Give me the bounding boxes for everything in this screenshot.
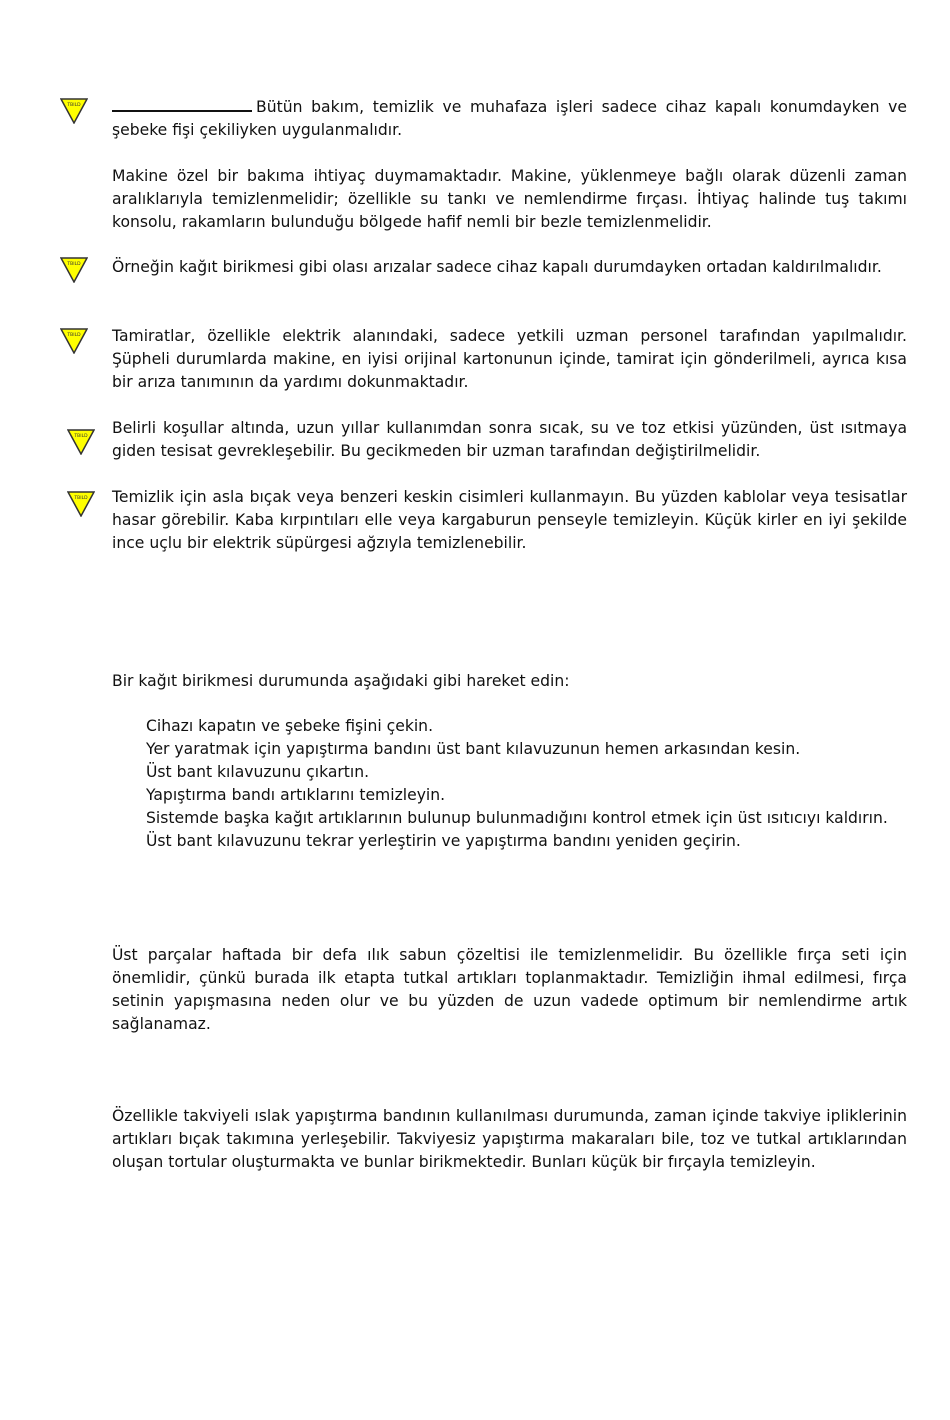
- list-item: Üst bant kılavuzunu tekrar yerleştirin ve yapıştırma bandını yeniden geçirin.: [146, 832, 741, 850]
- list-item: Üst bant kılavuzunu çıkartın.: [146, 763, 370, 781]
- warning-icon-label: TBILD: [74, 434, 88, 439]
- paragraph-faults: Örneğin kağıt birikmesi gibi olası arızalar sadece cihaz kapalı durumdayken ortadan kaldırılmalıdır.: [112, 258, 882, 276]
- list-item: Yapıştırma bandı artıklarını temizleyin.: [146, 786, 446, 804]
- paragraph-text: Bütün bakım, temizlik ve muhafaza işleri sadece cihaz kapalı konumdayken ve şebeke fişi çekiliyken uygulanmalıdır.: [112, 98, 907, 139]
- paragraph-knife-cleaning: Özellikle takviyeli ıslak yapıştırma bandının kullanılması durumunda, zaman içinde takviye ipliklerinin artıkları bıçak takımına yerleşebilir. Takviyesiz yapıştırma makaraları bile, toz ve tutkal artıklarından oluşan tortular oluşturmakta ve bunlar birikmektedir. Bunları küçük bir fırçayla temizleyin.: [112, 1107, 907, 1171]
- paragraph-repairs: Tamiratlar, özellikle elektrik alanındaki, sadece yetkili uzman personel tarafından yapılmalıdır. Şüpheli durumlarda makine, en iyisi orijinal kartonunun içinde, tamirat için gönderilmeli, ayrıca kısa bir arıza tanımının da yardımı dokunmaktadır.: [112, 327, 907, 391]
- paragraph-safety-power-off: [112, 96, 907, 142]
- warning-triangle-icon: [60, 328, 88, 354]
- warning-triangle-icon: [67, 491, 95, 517]
- paragraph-cleaning-tools: Temizlik için asla bıçak veya benzeri keskin cisimleri kullanmayın. Bu yüzden kablolar veya tesisatlar hasar görebilir. Kaba kırpıntıları elle veya kargaburun penseyle temizleyin. Küçük kirler en iyi şekilde ince uçlu bir elektrik süpürgesi ağzıyla temizlenebilir.: [112, 488, 907, 552]
- warning-icon-label: TBILD: [67, 103, 81, 108]
- warning-triangle-icon: [60, 257, 88, 283]
- paragraph-wiring: Belirli koşullar altında, uzun yıllar kullanımdan sonra sıcak, su ve toz etkisi yüzünden, üst ısıtmaya giden tesisat gevrekleşebilir. Bu gecikmeden bir uzman tarafından değiştirilmelidir.: [112, 419, 907, 460]
- warning-triangle-icon: [67, 429, 95, 455]
- warning-triangle-icon: [60, 98, 88, 124]
- blank-underline: [112, 96, 252, 112]
- paper-jam-steps-list: [146, 715, 907, 853]
- list-item: Yer yaratmak için yapıştırma bandını üst bant kılavuzunun hemen arkasından kesin.: [146, 740, 801, 758]
- warning-icon-label: TBILD: [74, 496, 88, 501]
- list-item: Sistemde başka kağıt artıklarının bulunup bulunmadığını kontrol etmek için üst ısıtıcıyı kaldırın.: [146, 809, 888, 827]
- paragraph-maintenance: Makine özel bir bakıma ihtiyaç duymamaktadır. Makine, yüklenmeye bağlı olarak düzenli zaman aralıklarıyla temizlenmelidir; özellikle su tankı ve nemlendirme fırçası. İhtiyaç halinde tuş takımı konsolu, rakamların bulunduğu bölgede hafif nemli bir bezle temizlenmelidir.: [112, 167, 907, 231]
- list-item: Cihazı kapatın ve şebeke fişini çekin.: [146, 717, 434, 735]
- warning-icon-label: TBILD: [67, 333, 81, 338]
- paragraph-weekly-cleaning: Üst parçalar haftada bir defa ılık sabun çözeltisi ile temizlenmelidir. Bu özellikle fırça seti için önemlidir, çünkü burada ilk etapta tutkal artıkları toplanmaktadır. Temizliğin ihmal edilmesi, fırça setinin yapışmasına neden olur ve bu yüzden de uzun vadede optimum bir nemlendirme artık sağlanamaz.: [112, 946, 907, 1033]
- paragraph-paper-jam-intro: Bir kağıt birikmesi durumunda aşağıdaki gibi hareket edin:: [112, 672, 570, 690]
- warning-icon-label: TBILD: [67, 262, 81, 267]
